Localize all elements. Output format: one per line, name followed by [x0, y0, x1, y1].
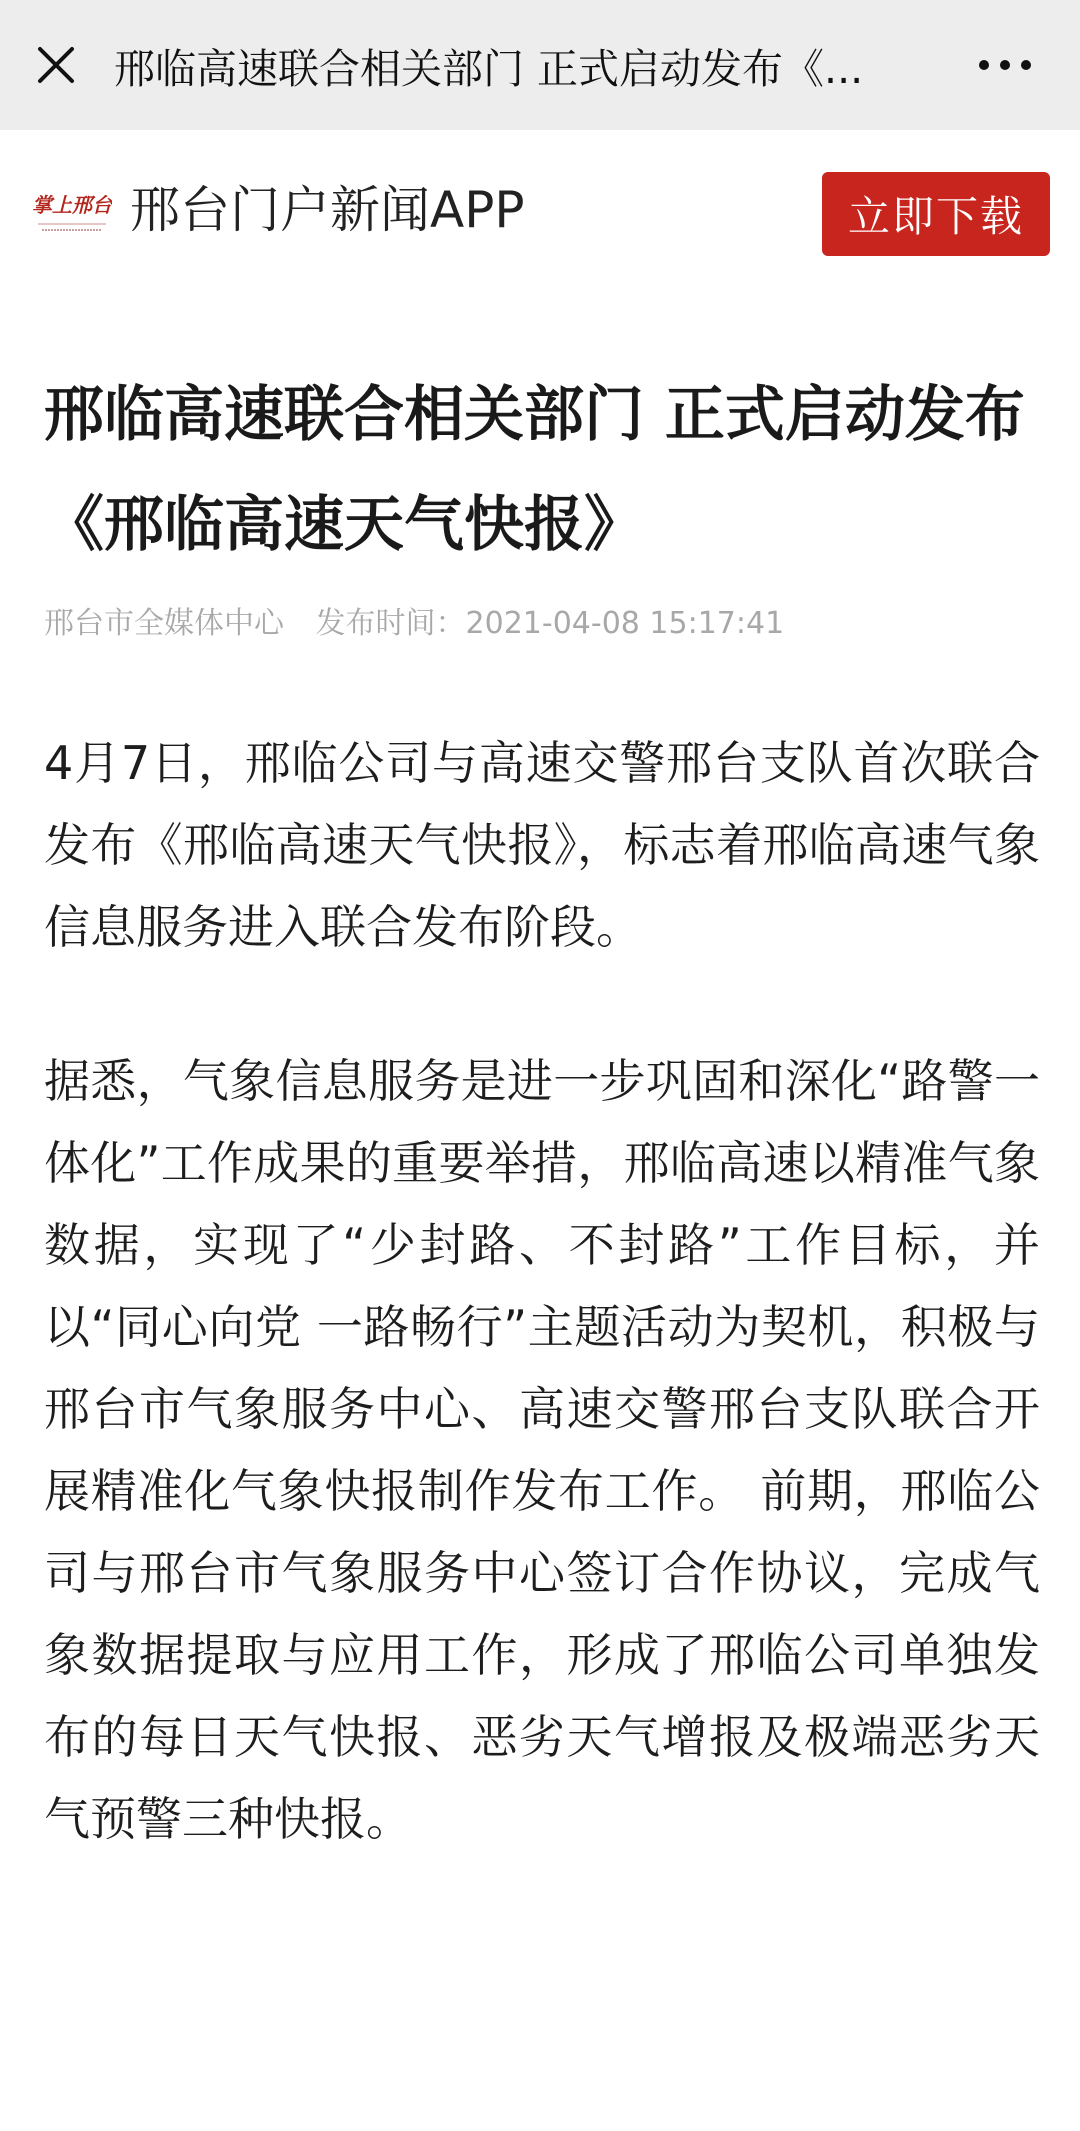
article-paragraph: 4月7日，邢临公司与高速交警邢台支队首次联合发布《邢临高速天气快报》，标志着邢临高速气象信息服务进入联合发布阶段。 — [44, 736, 1040, 954]
app-name: 邢台门户新闻APP — [130, 181, 525, 239]
close-icon[interactable] — [28, 37, 84, 93]
publish-time: 发布时间：2021-04-08 15:17:41 — [315, 606, 785, 641]
svg-text:掌上邢台: 掌上邢台 — [32, 195, 112, 217]
download-button[interactable]: 立即下载 — [822, 172, 1050, 256]
article-title: 邢临高速联合相关部门 正式启动发布《邢临高速天气快报》 — [44, 380, 1025, 560]
article-paragraph: 据悉，气象信息服务是进一步巩固和深化“路警一体化”工作成果的重要举措，邢临高速以精准气象数据，实现了“少封路、不封路”工作目标，并以“同心向党 一路畅行”主题活动为契机，积极与邢台市气象服务中心、高速交警邢台支队联合开展精准化气象快报制作发布工作。 前期，邢临公司与邢台市气象服务中心签订合作协议，完成气象数据提取与应用工作，形成了邢临公司单独发布的每日天气快报、恶劣天气增报及极端恶劣天气预警三种快报。 — [44, 1054, 1040, 1846]
app-logo[interactable] — [32, 180, 112, 240]
app-download-banner — [0, 130, 1080, 300]
top-nav-bar — [0, 0, 1080, 130]
more-dots-icon[interactable] — [970, 40, 1040, 90]
article-meta — [44, 598, 784, 642]
article-source[interactable]: 邢台市全媒体中心 — [44, 606, 284, 641]
page-title: 邢临高速联合相关部门 正式启动发布《... — [114, 44, 864, 93]
